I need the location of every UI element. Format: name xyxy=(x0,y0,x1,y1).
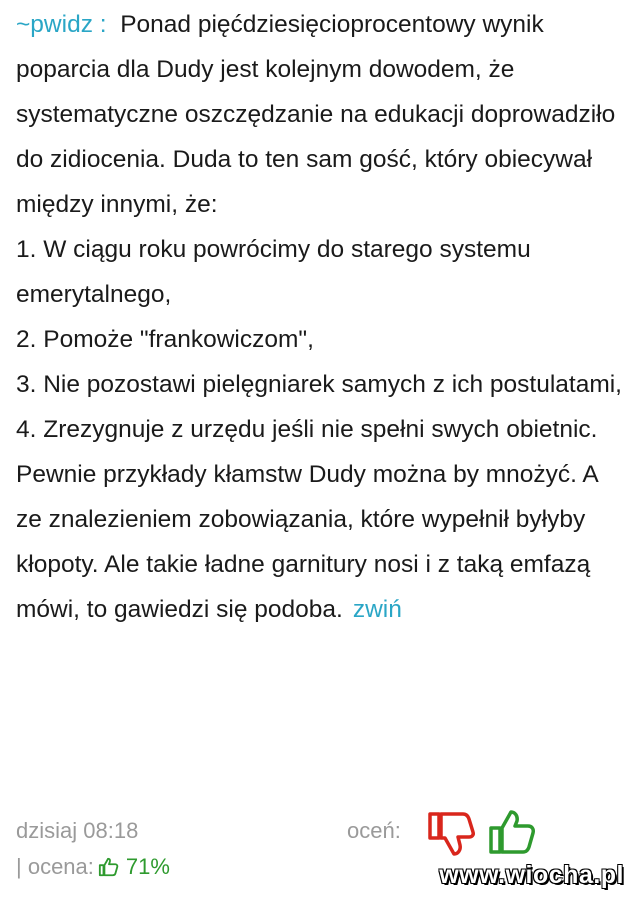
rate-label: oceń: xyxy=(347,818,401,843)
thumb-up-small-icon xyxy=(98,856,120,878)
comment-author[interactable]: ~pwidz : xyxy=(16,11,107,38)
comment-body xyxy=(16,2,628,632)
collapse-link[interactable]: zwiń xyxy=(352,596,402,623)
comment-timestamp: dzisiaj 08:18 xyxy=(16,818,139,843)
rating-value: 71% xyxy=(125,854,170,879)
comment-paragraph-intro xyxy=(16,2,628,227)
comment-point-3: 3. Nie pozostawi pielęgniarek samych z ich postulatami, xyxy=(16,371,622,398)
thumb-down-icon xyxy=(427,808,477,858)
comment-text-intro: Ponad pięćdziesięcioprocentowy wynik poparcia dla Dudy jest kolejnym dowodem, że systematyczne oszczędzanie na edukacji doprowadziło do zidiocenia. Duda to ten sam gość, który obiecywał między innymi, że: xyxy=(16,11,616,218)
thumb-down-button[interactable] xyxy=(427,808,477,858)
watermark: www.wiocha.pl xyxy=(439,861,624,889)
comment-rating xyxy=(16,854,170,880)
comment-paragraph-outro xyxy=(16,452,628,632)
thumb-up-icon xyxy=(488,808,538,858)
comment-text-outro: Pewnie przykłady kłamstw Dudy można by mnożyć. A ze znalezieniem zobowiązania, które wypełnił byłyby kłopoty. Ale takie ładne garnitury nosi i z taką emfazą mówi, to gawiedzi się podoba. xyxy=(16,461,598,623)
comment-point-4: 4. Zrezygnuje z urzędu jeśli nie spełni swych obietnic. xyxy=(16,416,598,443)
thumb-up-button[interactable] xyxy=(488,808,538,858)
rating-label: | ocena: xyxy=(16,854,94,879)
comment-point-2: 2. Pomoże "frankowiczom", xyxy=(16,326,314,353)
comment-point-1: 1. W ciągu roku powrócimy do starego systemu emerytalnego, xyxy=(16,236,531,308)
